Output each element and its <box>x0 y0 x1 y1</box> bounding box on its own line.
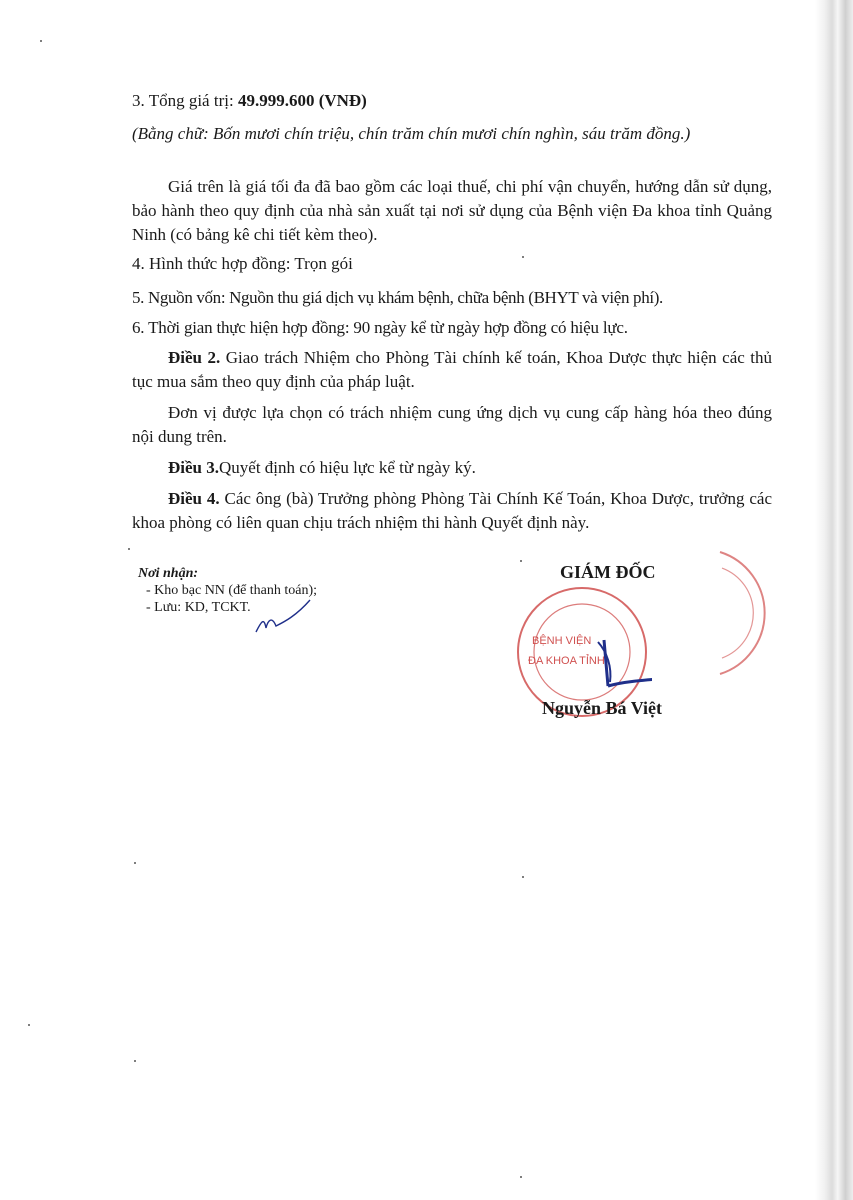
scan-speck <box>134 1060 136 1062</box>
recipient-item: - Kho bạc NN (để thanh toán); <box>146 583 318 598</box>
amount-in-words: (Bằng chữ: Bốn mươi chín triệu, chín trăm chín mươi chín nghìn, sáu trăm đồng.) <box>132 124 691 143</box>
article-2-extra: Đơn vị được lựa chọn có trách nhiệm cung ứng dịch vụ cung cấp hàng hóa theo đúng nội dung trên. <box>132 403 772 446</box>
total-value-line <box>132 89 367 113</box>
price-note: Giá trên là giá tối đa đã bao gồm các loại thuế, chi phí vận chuyển, hướng dẫn sử dụng, bảo hành theo quy định của nhà sản xuất tại nơi sử dụng của Bệnh viện Đa khoa tỉnh Quảng Ninh (có bảng kê chi tiết kèm theo). <box>132 177 772 244</box>
total-value-amount: 49.999.600 (VNĐ) <box>237 91 367 110</box>
scan-speck <box>128 548 130 550</box>
recipients-heading: Nơi nhận: <box>138 566 199 581</box>
article-4-text: Các ông (bà) Trưởng phòng Phòng Tài Chính Kế Toán, Khoa Dược, trưởng các khoa phòng có liên quan chịu trách nhiệm thi hành Quyết định này. <box>132 489 773 532</box>
stamp-line-1: BỆNH VIỆN <box>532 635 592 647</box>
stamp-line-2: ĐA KHOA TỈNH <box>528 655 605 667</box>
partial-stamp-icon <box>700 548 780 678</box>
director-title: GIÁM ĐỐC <box>560 562 656 582</box>
signer-name: Nguyễn Bá Việt <box>542 698 663 718</box>
initial-mark-icon <box>254 598 314 638</box>
article-4-label: Điều 4. <box>168 489 220 508</box>
scan-speck <box>522 256 524 258</box>
scan-speck <box>40 40 42 42</box>
scan-speck <box>522 876 524 878</box>
article-3-text: Quyết định có hiệu lực kể từ ngày ký. <box>219 458 476 477</box>
contract-form: 4. Hình thức hợp đồng: Trọn gói <box>132 254 353 273</box>
scan-speck <box>520 1176 522 1178</box>
article-4 <box>132 487 772 535</box>
recipient-item: - Lưu: KD, TCKT. <box>146 600 251 615</box>
scan-speck <box>520 560 522 562</box>
total-value-label: 3. Tổng giá trị: <box>132 91 238 110</box>
scan-edge <box>815 0 853 1200</box>
article-3-label: Điều 3. <box>168 458 219 477</box>
scan-speck <box>134 862 136 864</box>
article-2 <box>132 346 772 394</box>
funding-source: 5. Nguồn vốn: Nguồn thu giá dịch vụ khám bệnh, chữa bệnh (BHYT và viện phí). <box>132 288 663 307</box>
article-3 <box>132 456 772 480</box>
article-2-label: Điều 2. <box>168 348 221 367</box>
contract-duration: 6. Thời gian thực hiện hợp đồng: 90 ngày kể từ ngày hợp đồng có hiệu lực. <box>132 318 628 337</box>
scan-speck <box>28 1024 30 1026</box>
article-2-text: Giao trách Nhiệm cho Phòng Tài chính kế toán, Khoa Dược thực hiện các thủ tục mua sắm theo quy định của pháp luật. <box>132 348 772 391</box>
